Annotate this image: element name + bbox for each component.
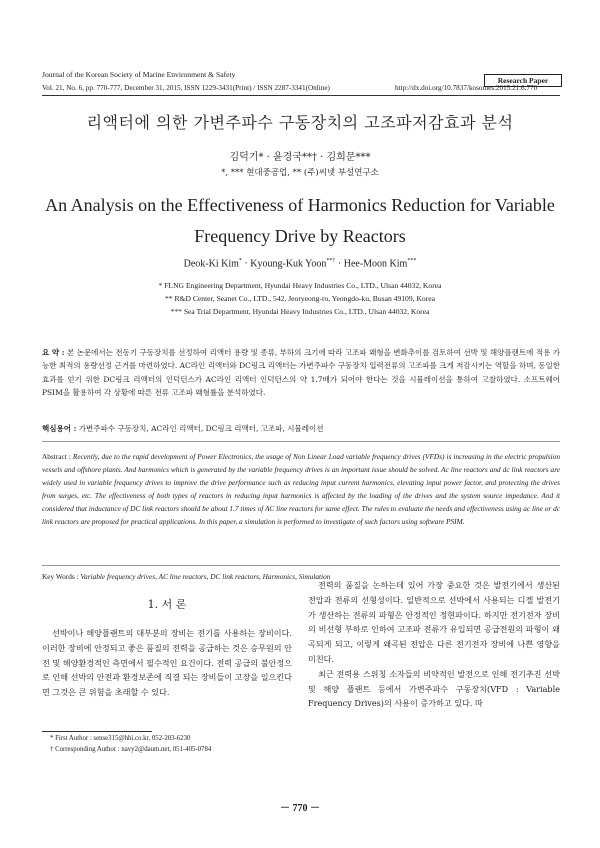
- volume-info: Vol. 21, No. 6, pp. 770-777, December 31, 2015, ISSN 1229-3431(Print) / ISSN 2287-3341(Online): [42, 84, 330, 92]
- author-separator: ·: [241, 258, 251, 270]
- affiliation-2: ** R&D Center, Seanet Co., LTD., 542, Jeoryeong-ro, Yeongdo-ku, Busan 49109, Korea: [164, 294, 435, 303]
- abstract-rule-bottom: [42, 565, 560, 566]
- page-number: － 770 －: [280, 803, 320, 814]
- intro-paragraph-right-1: 전력의 품질을 논하는데 있어 가장 중요한 것은 발전기에서 생산된 전압과 전류의 선형성이다. 일반적으로 선박에서 사용되는 디젤 발전기가 생산하는 전류의 파형은 안정적인 정현파이다. 하지만 전기전자 장비의 비선형 부하로 인하여 고조파 전류가 유입되면 공급전원의 파형이 왜곡되게 되고, 이렇게 왜곡된 전압은 다른 전기전자 장비에 나쁜 영향을 미친다.: [308, 580, 560, 664]
- journal-name: Journal of the Korean Society of Marine Environment & Safety: [42, 70, 236, 79]
- korean-keywords-text: 가변주파수 구동장치, AC라인 리액터, DC링크 리액터, 고조파, 시뮬레이션: [78, 424, 324, 433]
- korean-keywords: [42, 423, 560, 434]
- intro-paragraph-left: 선박이나 해양플랜트의 대부분의 장비는 전기를 사용하는 장비이다. 이러한 장비에 안정되고 좋은 품질의 전력을 공급하는 것은 승무원의 안전 및 해양환경적인 측면에서 필수적인 요건이다. 전력 공급의 불안정으로 인해 선박의 안전과 환경보존에 직결 되는 장비들이 고장을 일으킨다면 그것은 큰 위험을 초래할 수 있다.: [42, 628, 292, 698]
- korean-abstract: [42, 346, 560, 400]
- korean-title: 리액터에 의한 가변주파수 구동장치의 고조파저감효과 분석: [86, 113, 514, 132]
- author-1-mark: *: [238, 258, 242, 264]
- korean-affiliation: *, *** 현대중공업, ** (주)씨넷 부설연구소: [221, 168, 379, 178]
- abstract-rule-top: [42, 441, 560, 442]
- affiliation-1: * FLNG Engineering Department, Hyundai Heavy Industries Co., LTD., Ulsan 44032, Korea: [158, 281, 442, 290]
- right-column: [308, 578, 560, 711]
- author-1: Deok-Ki Kim: [183, 258, 239, 270]
- header-rule: [42, 95, 560, 96]
- korean-keywords-label: 핵심용어 :: [42, 424, 77, 433]
- english-title: An Analysis on the Effectiveness of Harmonics Reduction for Variable Frequency Drive by Reactors: [45, 195, 555, 246]
- section-heading: 1. 서 론: [147, 598, 187, 611]
- footnote-rule: [42, 731, 152, 732]
- author-2-mark: **†: [326, 258, 336, 264]
- author-separator: ·: [335, 258, 344, 270]
- doi-link[interactable]: http://dx.doi.org/10.7837/kosomes.2015.21.6.770: [395, 84, 538, 92]
- korean-authors: 김덕기* · 윤경국**† · 김희문***: [229, 152, 371, 163]
- left-column: [42, 626, 292, 700]
- research-paper-badge: Research Paper: [484, 74, 562, 87]
- intro-paragraph-right-2: 최근 전력용 스위칭 소자들의 비약적인 발전으로 인해 전기추진 선박 및 해양 플랜트 등에서 가변주파수 구동장치(VFD : Variable Frequency Drives)의 사용이 증가하고 있다. 따: [308, 668, 560, 709]
- first-author-note: * First Author : sense315@hhi.co.kr, 052-203-6230: [50, 735, 191, 742]
- author-2: Kyoung-Kuk Yoon: [250, 258, 327, 270]
- corresponding-author-note: † Corresponding Author : navy2@daum.net, 051-405-0784: [50, 746, 212, 753]
- korean-abstract-text: 본 논문에서는 전동기 구동장치를 선정하여 리액터 용량 및 종류, 부하의 크기에 따라 고조파 왜형을 변화추이를 검토하여 선박 및 해양플랜트에 적용 가능한 최적의 용량선정 근거를 마련하였다. AC라인 리액터와 DC링크 리액터는 가변주파수 구동장치 입력전류의 고조파를 크게 저감시키는 역할을 하며, 동일한 효과를 얻기 위한 DC링크 리액터의 인덕턴스가 AC라인 리액터 인덕턴스의 약 1.7배가 되어야 한다는 것을 시뮬레이션을 통하여 고찰하였다. 소프트웨어 PSIM을 활용하여 각 상황에 따른 전류 고조파 왜형률을 분석하였다.: [42, 348, 560, 398]
- english-abstract-text: Recently, due to the rapid development of Power Electronics, the usage of Non Linear Load variable frequency drives (VFDs) is increasing in the electric propulsion vessels and offshore plants. And harmonics which is generated by the variable frequency drives is an important issue should be solved. Ac line reactors and dc link reactors are widely used in variable frequency drives to improve the drive performance such as reducing input current harmonics, elevating input power factor, and protecting the drives from surges, etc. The effectiveness of both types of reactors in reducing input harmonics is affected by the loading of the drives and the system source impedance. And it considered that inductance of DC link reactors should be about 1.7 times of AC line reactors for same effect. The rules to evaluate the needs and effectiveness using ac line or dc link reactors are proposed for practical applications. In this paper, a simulation is performed to investigate of such factors using software PSIM.: [42, 452, 561, 526]
- author-3-mark: ***: [407, 258, 417, 264]
- affiliation-3: *** Sea Trial Department, Hyundai Heavy Industries Co., LTD., Ulsan 44032, Korea: [170, 307, 430, 316]
- author-3: Hee-Moon Kim: [343, 258, 408, 270]
- english-keywords-label: Key Words :: [42, 572, 79, 581]
- footnotes: [50, 733, 290, 755]
- english-keywords-text: Variable frequency drives, AC line reactors, DC link reactors, Harmonics, Simulation: [80, 572, 331, 581]
- english-abstract: [42, 450, 560, 528]
- english-authors: [0, 258, 600, 269]
- korean-abstract-label: 요 약 :: [42, 348, 65, 357]
- english-affiliations: [0, 279, 600, 318]
- english-abstract-label: Abstract :: [42, 452, 71, 461]
